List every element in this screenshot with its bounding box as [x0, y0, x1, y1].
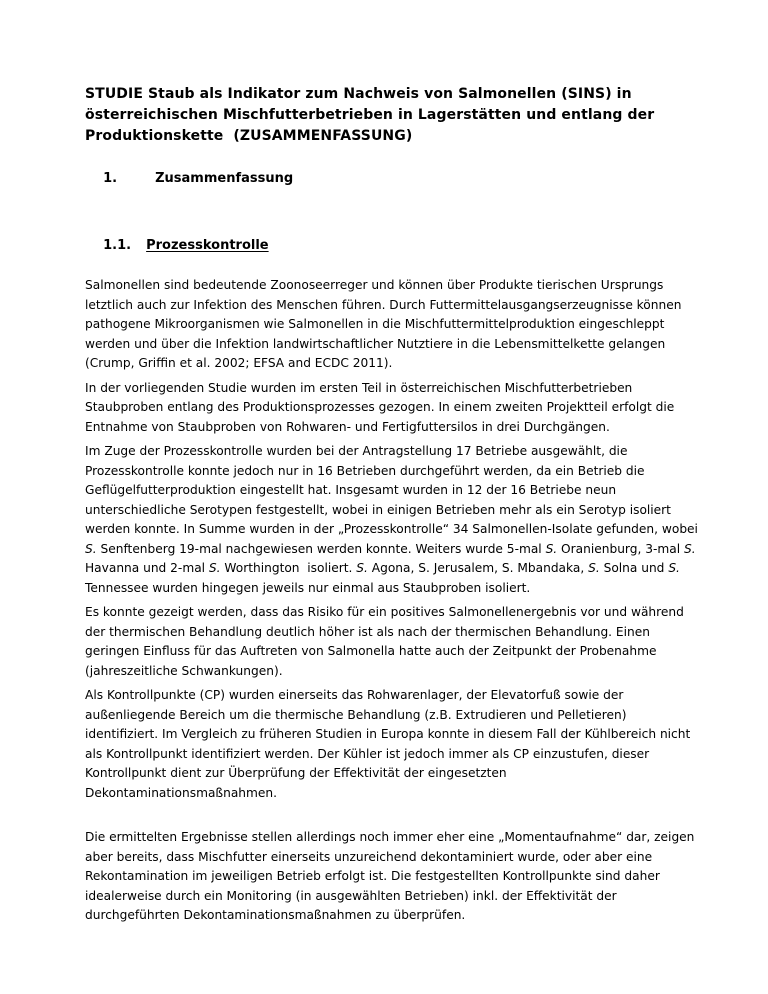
paragraph-process-control-results: Im Zuge der Prozesskontrolle wurden bei der Antragstellung 17 Betriebe ausgewählt, die Prozesskontrolle konnte jedoch nur in 16 Betrieben durchgeführt werden, da ein Betrieb die Geflügelfutterproduktion eingestellt hat. Insgesamt wurden in 12 der 16 Betriebe neun unterschiedliche Serotypen festgestellt, wobei in einigen Betrieben mehr als ein Serotyp isoliert werden konnte. In Summe wurden in der „Prozesskontrolle“ 34 Salmonellen-Isolate gefunden, wobei S. Senftenberg 19-mal nachgewiesen werden konnte. Weiters wurde 5-mal S. Oranienburg, 3-mal S. Havanna und 2-mal S. Worthington isoliert. S. Agona, S. Jerusalem, S. Mbandaka, S. Solna und S. Tennessee wurden hingegen jeweils nur einmal aus Staubproben isoliert. [85, 444, 702, 595]
section-number: 1. [103, 171, 118, 186]
paragraph-control-points: Als Kontrollpunkte (CP) wurden einerseits das Rohwarenlager, der Elevatorfuß sowie der außenliegende Bereich um die thermische Behandlung (z.B. Extrudieren und Pelletieren) identifiziert. Im Vergleich zu früheren Studien in Europa konnte in diesem Fall der Kühlbereich nicht als Kontrollpunkt identifiziert werden. Der Kühler ist jedoch immer als CP einzustufen, dieser Kontrollpunkt dient zur Überprüfung der Effektivität der eingesetzten Dekontaminationsmaßnahmen. [85, 688, 695, 800]
section-label: Zusammenfassung [155, 171, 294, 186]
section-heading [85, 153, 698, 204]
paragraph-zoonosis-intro: Salmonellen sind bedeutende Zoonoseerreger und können über Produkte tierischen Ursprungs letztlich auch zur Infektion des Menschen führen. Durch Futtermittelausgangserzeugnisse können pathogene Mikroorganismen wie Salmonellen in die Mischfuttermittelproduktion eingeschleppt werden und über die Infektion landwirtschaftlicher Nutztiere in die Lebensmittelkette gelangen (Crump, Griffin et al. 2002; EFSA and ECDC 2011). [85, 278, 686, 370]
paragraph-risk-thermal-treatment: Es konnte gezeigt werden, dass das Risiko für ein positives Salmonellenergebnis vor und während der thermischen Behandlung deutlich höher ist als nach der thermischen Behandlung. Einen geringen Einfluss für das Auftreten von Salmonella hatte auch der Zeitpunkt der Probenahme (jahreszeitliche Schwankungen). [85, 605, 688, 678]
subsection-heading [85, 220, 698, 271]
paragraph-study-design: In der vorliegenden Studie wurden im ersten Teil in österreichischen Mischfutterbetrieben Staubproben entlang des Produktionsprozesses gezogen. In einem zweiten Projektteil erfolgt die Entnahme von Staubproben von Rohwaren- und Fertigfuttersilos in drei Durchgängen. [85, 380, 679, 434]
subsection-number: 1.1. [103, 238, 132, 253]
paragraph-conclusion: Die ermittelten Ergebnisse stellen allerdings noch immer eher eine „Momentaufnahme“ dar, zeigen aber bereits, dass Mischfutter einerseits unzureichend dekontaminiert wurde, oder aber eine Rekontamination im jeweiligen Betrieb erfolgt ist. Die festgestellten Kontrollpunkte sind daher idealerweise durch ein Monitoring (in ausgewählten Betrieben) inkl. der Effektivität der durchgeführten Dekontaminationsmaßnahmen zu überprüfen. [85, 830, 699, 922]
subsection-label: Prozesskontrolle [146, 238, 269, 253]
document-title: STUDIE Staub als Indikator zum Nachweis von Salmonellen (SINS) in österreichischen Mischfutterbetrieben in Lagerstätten und entlang der Produktionskette (ZUSAMMENFASSUNG) [85, 86, 660, 144]
